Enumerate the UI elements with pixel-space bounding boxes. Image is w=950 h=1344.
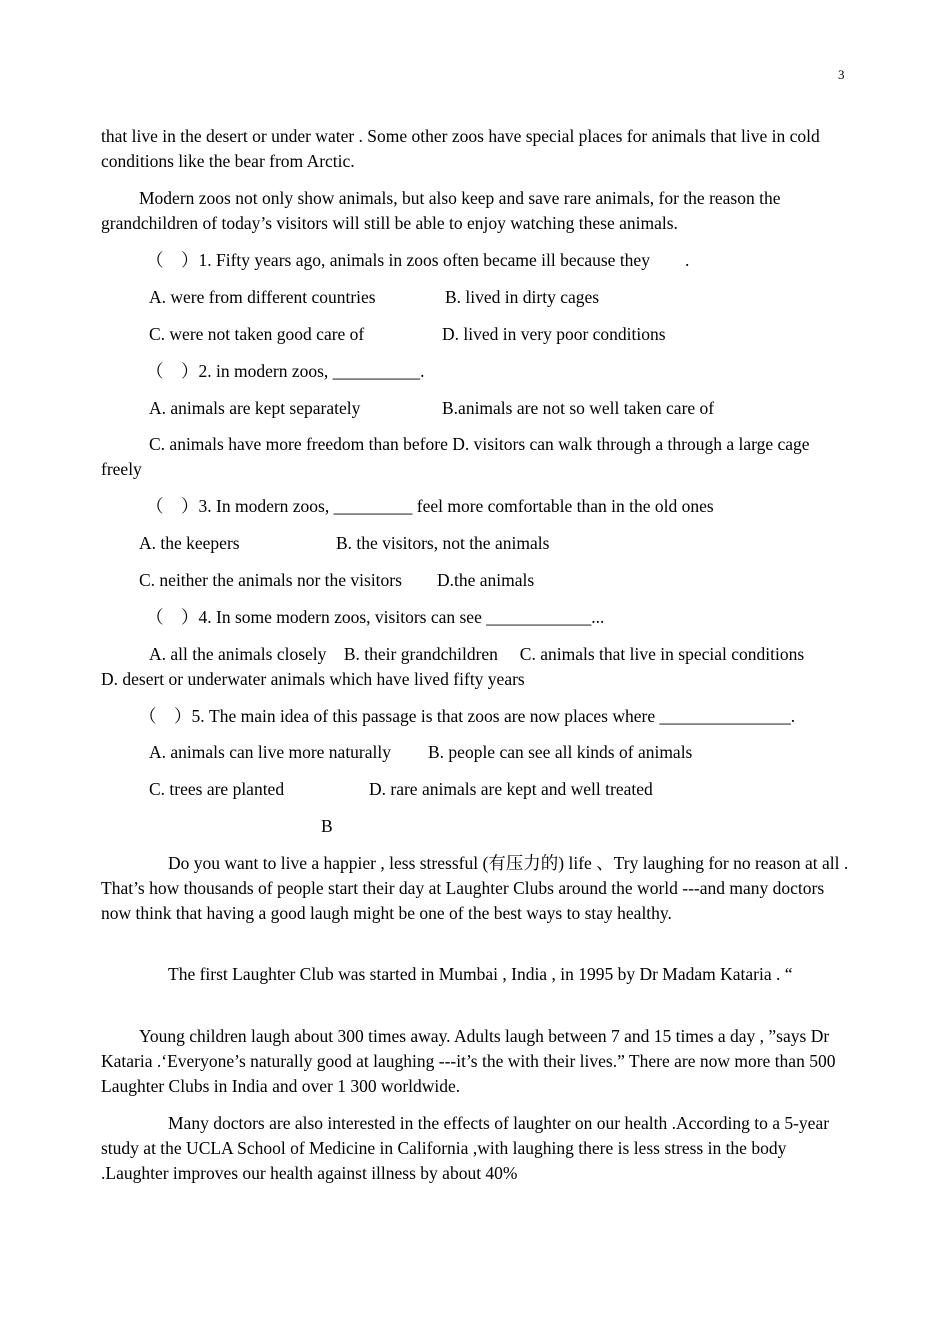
question-1-option-c: C. were not taken good care of: [149, 324, 365, 344]
section-b-paragraph-1: Do you want to live a happier , less stressful (有压力的) life 、Try laughing for no reason at all . That’s how thousands of people start their day at Laughter Clubs around the world ---and many doctors now think that having a good laugh might be one of the best ways to stay healthy.: [101, 853, 849, 923]
question-3-option-b: B. the visitors, not the animals: [336, 533, 550, 553]
question-2-stem: （ ）2. in modern zoos, __________.: [146, 361, 425, 381]
question-5-option-b: B. people can see all kinds of animals: [428, 742, 693, 762]
page-number: 3: [838, 67, 845, 82]
question-4-options: A. all the animals closely B. their grandchildren C. animals that live in special conditions D. desert or underwater animals which have lived fifty years: [101, 644, 862, 689]
question-3-option-a: A. the keepers: [139, 533, 240, 553]
question-1-stem: （ ）1. Fifty years ago, animals in zoos often became ill because they .: [146, 250, 690, 270]
question-3-stem: （ ）3. In modern zoos, _________ feel more comfortable than in the old ones: [146, 496, 714, 516]
question-1-option-d: D. lived in very poor conditions: [442, 324, 666, 344]
passage-a-paragraph-1: that live in the desert or under water . Some other zoos have special places for animals that live in cold conditions like the bear from Arctic.: [101, 126, 820, 171]
question-4-stem: （ ）4. In some modern zoos, visitors can see ____________...: [146, 607, 605, 627]
question-1-option-a: A. were from different countries: [149, 287, 376, 307]
question-2-options-c-d: C. animals have more freedom than before D. visitors can walk through a through a large cage freely: [101, 434, 810, 479]
section-b-paragraph-2: The first Laughter Club was started in Mumbai , India , in 1995 by Dr Madam Kataria . “: [168, 964, 793, 984]
question-5-stem: （ ）5. The main idea of this passage is that zoos are now places where _______________.: [139, 706, 796, 726]
section-b-title: B: [321, 816, 333, 836]
question-5-option-d: D. rare animals are kept and well treated: [369, 779, 653, 799]
passage-a-paragraph-2: Modern zoos not only show animals, but also keep and save rare animals, for the reason the grandchildren of today’s visitors will still be able to enjoy watching these animals.: [101, 188, 781, 233]
question-5-option-c: C. trees are planted: [149, 779, 285, 799]
question-1-option-b: B. lived in dirty cages: [445, 287, 600, 307]
question-5-option-a: A. animals can live more naturally: [149, 742, 392, 762]
question-2-option-a: A. animals are kept separately: [149, 398, 361, 418]
question-3-option-d: D.the animals: [437, 570, 535, 590]
section-b-paragraph-4: Many doctors are also interested in the effects of laughter on our health .According to a 5-year study at the UCLA School of Medicine in California ,with laughing there is less stress in the body .Laughter improves our health against illness by about 40%: [101, 1113, 830, 1183]
question-3-option-c: C. neither the animals nor the visitors: [139, 570, 402, 590]
section-b-paragraph-3: Young children laugh about 300 times away. Adults laugh between 7 and 15 times a day , ”says Dr Kataria .‘Everyone’s naturally good at laughing ---it’s the with their lives.” There are now more than 500 Laughter Clubs in India and over 1 300 worldwide.: [101, 1026, 836, 1096]
question-2-option-b: B.animals are not so well taken care of: [442, 398, 715, 418]
